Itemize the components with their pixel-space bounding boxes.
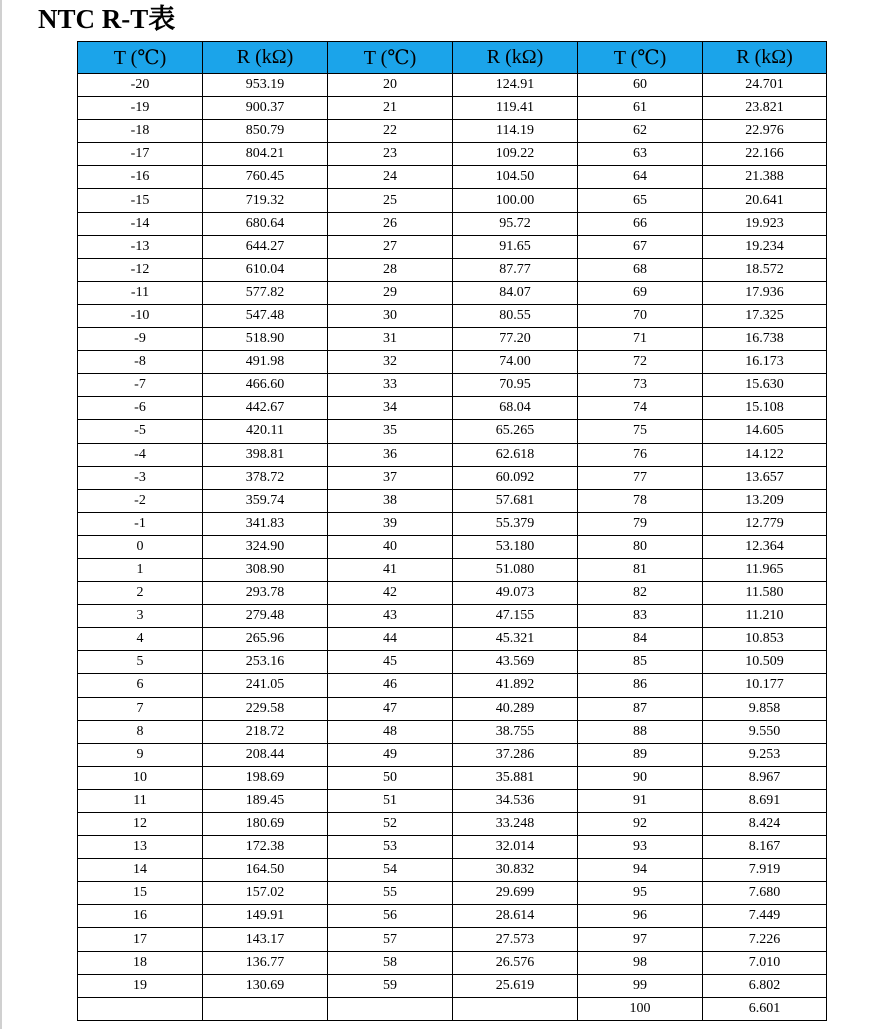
resistance-cell: 279.48 [203,605,328,628]
temperature-cell: 80 [578,535,703,558]
table-row [78,443,827,466]
resistance-cell: 644.27 [203,235,328,258]
temperature-cell: -12 [78,258,203,281]
temperature-cell: 17 [78,928,203,951]
temperature-cell: 38 [328,489,453,512]
temperature-cell [78,997,203,1020]
temperature-cell: 48 [328,720,453,743]
temperature-cell: 77 [578,466,703,489]
temperature-cell: -20 [78,74,203,97]
resistance-cell: 420.11 [203,420,328,443]
table-body [78,74,827,1021]
temperature-cell: 97 [578,928,703,951]
ntc-rt-table [77,41,827,1021]
temperature-cell: 92 [578,813,703,836]
resistance-cell: 198.69 [203,766,328,789]
table-row [78,882,827,905]
table-row [78,859,827,882]
temperature-cell: -2 [78,489,203,512]
resistance-cell: 95.72 [453,212,578,235]
temperature-cell: 66 [578,212,703,235]
resistance-cell: 100.00 [453,189,578,212]
resistance-cell: 9.253 [703,743,827,766]
temperature-cell: -7 [78,374,203,397]
temperature-cell: 16 [78,905,203,928]
resistance-cell: 180.69 [203,813,328,836]
resistance-cell: 26.576 [453,951,578,974]
resistance-cell: 719.32 [203,189,328,212]
resistance-cell: 45.321 [453,628,578,651]
temperature-cell: 37 [328,466,453,489]
resistance-cell: 24.701 [703,74,827,97]
temperature-cell: 95 [578,882,703,905]
resistance-cell: 33.248 [453,813,578,836]
resistance-cell: 610.04 [203,258,328,281]
resistance-cell: 68.04 [453,397,578,420]
temperature-cell: 2 [78,582,203,605]
resistance-cell: 124.91 [453,74,578,97]
temperature-cell: 1 [78,558,203,581]
table-row [78,189,827,212]
resistance-cell: 51.080 [453,558,578,581]
temperature-cell: -9 [78,328,203,351]
temperature-cell: -6 [78,397,203,420]
table-row [78,605,827,628]
temperature-cell: 73 [578,374,703,397]
resistance-cell [203,997,328,1020]
table-row [78,397,827,420]
resistance-cell: 43.569 [453,651,578,674]
resistance-cell: 12.779 [703,512,827,535]
col-t-header: T (℃) [328,42,453,74]
resistance-cell: 229.58 [203,697,328,720]
temperature-cell: 13 [78,836,203,859]
table-row [78,304,827,327]
temperature-cell: 25 [328,189,453,212]
resistance-cell: 34.536 [453,789,578,812]
table-row [78,466,827,489]
table-row [78,628,827,651]
temperature-cell: 61 [578,97,703,120]
resistance-cell: 398.81 [203,443,328,466]
resistance-cell: 80.55 [453,304,578,327]
table-row [78,512,827,535]
temperature-cell: 50 [328,766,453,789]
temperature-cell: 76 [578,443,703,466]
col-r-header: R (kΩ) [203,42,328,74]
temperature-cell: -3 [78,466,203,489]
resistance-cell: 22.976 [703,120,827,143]
temperature-cell: 43 [328,605,453,628]
resistance-cell: 22.166 [703,143,827,166]
resistance-cell: 65.265 [453,420,578,443]
temperature-cell: 86 [578,674,703,697]
resistance-cell: 680.64 [203,212,328,235]
resistance-cell: 164.50 [203,859,328,882]
resistance-cell: 7.680 [703,882,827,905]
document-title: NTC R-T表 [38,4,176,34]
temperature-cell: 14 [78,859,203,882]
temperature-cell: 36 [328,443,453,466]
temperature-cell: 53 [328,836,453,859]
resistance-cell: 70.95 [453,374,578,397]
temperature-cell: 87 [578,697,703,720]
resistance-cell: 17.936 [703,281,827,304]
resistance-cell: 104.50 [453,166,578,189]
temperature-cell: 56 [328,905,453,928]
temperature-cell: 45 [328,651,453,674]
resistance-cell: 19.923 [703,212,827,235]
table-row [78,120,827,143]
table-row [78,582,827,605]
temperature-cell: 68 [578,258,703,281]
temperature-cell: 67 [578,235,703,258]
resistance-cell: 11.965 [703,558,827,581]
resistance-cell: 760.45 [203,166,328,189]
temperature-cell: 72 [578,351,703,374]
resistance-cell: 900.37 [203,97,328,120]
resistance-cell: 109.22 [453,143,578,166]
resistance-cell: 20.641 [703,189,827,212]
resistance-cell: 850.79 [203,120,328,143]
temperature-cell: 99 [578,974,703,997]
resistance-cell: 953.19 [203,74,328,97]
table-row [78,813,827,836]
resistance-cell: 53.180 [453,535,578,558]
table-row [78,535,827,558]
resistance-cell: 29.699 [453,882,578,905]
table-row [78,928,827,951]
temperature-cell: 58 [328,951,453,974]
resistance-cell: 49.073 [453,582,578,605]
temperature-cell: -19 [78,97,203,120]
table-row [78,281,827,304]
page-left-edge [0,0,2,1029]
resistance-cell: 8.424 [703,813,827,836]
resistance-cell: 7.449 [703,905,827,928]
temperature-cell: 21 [328,97,453,120]
resistance-cell: 28.614 [453,905,578,928]
resistance-cell: 491.98 [203,351,328,374]
temperature-cell: 15 [78,882,203,905]
temperature-cell: 18 [78,951,203,974]
resistance-cell: 11.580 [703,582,827,605]
table-row [78,720,827,743]
table-row [78,905,827,928]
temperature-cell: 64 [578,166,703,189]
resistance-cell: 172.38 [203,836,328,859]
temperature-cell: 85 [578,651,703,674]
table-row [78,374,827,397]
temperature-cell: 44 [328,628,453,651]
resistance-cell: 87.77 [453,258,578,281]
temperature-cell: 78 [578,489,703,512]
temperature-cell: 59 [328,974,453,997]
temperature-cell: -14 [78,212,203,235]
temperature-cell: 47 [328,697,453,720]
temperature-cell: 65 [578,189,703,212]
table-row [78,789,827,812]
table-row [78,997,827,1020]
table-row [78,166,827,189]
resistance-cell: 57.681 [453,489,578,512]
temperature-cell: 30 [328,304,453,327]
temperature-cell: 34 [328,397,453,420]
table-row [78,328,827,351]
resistance-cell: 37.286 [453,743,578,766]
temperature-cell: 42 [328,582,453,605]
resistance-cell: 7.226 [703,928,827,951]
temperature-cell: 27 [328,235,453,258]
resistance-cell: 62.618 [453,443,578,466]
resistance-cell: 359.74 [203,489,328,512]
resistance-cell: 10.509 [703,651,827,674]
table-header-row [78,42,827,74]
temperature-cell: 63 [578,143,703,166]
resistance-cell: 10.177 [703,674,827,697]
table-row [78,420,827,443]
resistance-cell: 157.02 [203,882,328,905]
temperature-cell: -13 [78,235,203,258]
resistance-cell: 47.155 [453,605,578,628]
resistance-cell: 16.738 [703,328,827,351]
table-row [78,97,827,120]
temperature-cell: 84 [578,628,703,651]
temperature-cell: -1 [78,512,203,535]
table-row [78,235,827,258]
temperature-cell: 52 [328,813,453,836]
resistance-cell: 378.72 [203,466,328,489]
resistance-cell: 577.82 [203,281,328,304]
resistance-cell: 13.657 [703,466,827,489]
temperature-cell: 60 [578,74,703,97]
temperature-cell: 62 [578,120,703,143]
col-t-header: T (℃) [578,42,703,74]
resistance-cell: 17.325 [703,304,827,327]
resistance-cell: 265.96 [203,628,328,651]
resistance-cell: 149.91 [203,905,328,928]
temperature-cell: 20 [328,74,453,97]
resistance-cell: 74.00 [453,351,578,374]
resistance-cell: 8.691 [703,789,827,812]
resistance-cell: 143.17 [203,928,328,951]
resistance-cell: 208.44 [203,743,328,766]
resistance-cell: 16.173 [703,351,827,374]
resistance-cell: 14.122 [703,443,827,466]
resistance-cell: 241.05 [203,674,328,697]
resistance-cell: 136.77 [203,951,328,974]
col-r-header: R (kΩ) [453,42,578,74]
resistance-cell: 9.550 [703,720,827,743]
temperature-cell: 6 [78,674,203,697]
temperature-cell: 100 [578,997,703,1020]
resistance-cell: 10.853 [703,628,827,651]
temperature-cell: 33 [328,374,453,397]
resistance-cell: 9.858 [703,697,827,720]
temperature-cell: 71 [578,328,703,351]
resistance-cell: 77.20 [453,328,578,351]
temperature-cell: 3 [78,605,203,628]
resistance-cell: 21.388 [703,166,827,189]
resistance-cell: 119.41 [453,97,578,120]
table-row [78,651,827,674]
resistance-cell: 547.48 [203,304,328,327]
temperature-cell: -10 [78,304,203,327]
temperature-cell: 91 [578,789,703,812]
temperature-cell: 7 [78,697,203,720]
temperature-cell: 51 [328,789,453,812]
resistance-cell: 6.601 [703,997,827,1020]
temperature-cell: 29 [328,281,453,304]
resistance-cell: 114.19 [453,120,578,143]
temperature-cell: -5 [78,420,203,443]
resistance-cell: 804.21 [203,143,328,166]
temperature-cell: -11 [78,281,203,304]
resistance-cell: 18.572 [703,258,827,281]
resistance-cell: 60.092 [453,466,578,489]
temperature-cell: 81 [578,558,703,581]
table-row [78,766,827,789]
temperature-cell: -8 [78,351,203,374]
resistance-cell [453,997,578,1020]
table-row [78,836,827,859]
temperature-cell: 40 [328,535,453,558]
resistance-cell: 341.83 [203,512,328,535]
table-row [78,489,827,512]
temperature-cell: -15 [78,189,203,212]
temperature-cell: -16 [78,166,203,189]
temperature-cell: 93 [578,836,703,859]
temperature-cell: 79 [578,512,703,535]
table-row [78,974,827,997]
temperature-cell: 10 [78,766,203,789]
temperature-cell: 70 [578,304,703,327]
table-row [78,743,827,766]
resistance-cell: 130.69 [203,974,328,997]
resistance-cell: 7.919 [703,859,827,882]
temperature-cell: 54 [328,859,453,882]
resistance-cell: 12.364 [703,535,827,558]
temperature-cell: 57 [328,928,453,951]
resistance-cell: 6.802 [703,974,827,997]
table-row [78,258,827,281]
temperature-cell: -18 [78,120,203,143]
table-row [78,212,827,235]
resistance-cell: 35.881 [453,766,578,789]
resistance-cell: 40.289 [453,697,578,720]
temperature-cell: 46 [328,674,453,697]
temperature-cell: -17 [78,143,203,166]
temperature-cell: 9 [78,743,203,766]
table-row [78,74,827,97]
table-row [78,697,827,720]
temperature-cell: 90 [578,766,703,789]
temperature-cell: 41 [328,558,453,581]
temperature-cell [328,997,453,1020]
temperature-cell: 8 [78,720,203,743]
temperature-cell: 12 [78,813,203,836]
resistance-cell: 55.379 [453,512,578,535]
table-row [78,351,827,374]
resistance-cell: 518.90 [203,328,328,351]
table-row [78,674,827,697]
resistance-cell: 15.630 [703,374,827,397]
temperature-cell: 28 [328,258,453,281]
temperature-cell: 75 [578,420,703,443]
temperature-cell: 98 [578,951,703,974]
resistance-cell: 8.167 [703,836,827,859]
resistance-cell: 84.07 [453,281,578,304]
temperature-cell: 24 [328,166,453,189]
resistance-cell: 11.210 [703,605,827,628]
temperature-cell: 74 [578,397,703,420]
temperature-cell: 26 [328,212,453,235]
resistance-cell: 308.90 [203,558,328,581]
resistance-cell: 27.573 [453,928,578,951]
temperature-cell: 35 [328,420,453,443]
temperature-cell: 88 [578,720,703,743]
temperature-cell: 69 [578,281,703,304]
table-row [78,558,827,581]
resistance-cell: 41.892 [453,674,578,697]
temperature-cell: 23 [328,143,453,166]
resistance-cell: 30.832 [453,859,578,882]
resistance-cell: 324.90 [203,535,328,558]
temperature-cell: 31 [328,328,453,351]
resistance-cell: 23.821 [703,97,827,120]
resistance-cell: 7.010 [703,951,827,974]
resistance-cell: 466.60 [203,374,328,397]
temperature-cell: 82 [578,582,703,605]
resistance-cell: 189.45 [203,789,328,812]
temperature-cell: 0 [78,535,203,558]
temperature-cell: 19 [78,974,203,997]
resistance-cell: 32.014 [453,836,578,859]
resistance-cell: 15.108 [703,397,827,420]
temperature-cell: 83 [578,605,703,628]
col-t-header: T (℃) [78,42,203,74]
resistance-cell: 25.619 [453,974,578,997]
temperature-cell: -4 [78,443,203,466]
resistance-cell: 218.72 [203,720,328,743]
resistance-cell: 442.67 [203,397,328,420]
resistance-cell: 13.209 [703,489,827,512]
temperature-cell: 55 [328,882,453,905]
temperature-cell: 11 [78,789,203,812]
resistance-cell: 293.78 [203,582,328,605]
temperature-cell: 89 [578,743,703,766]
temperature-cell: 22 [328,120,453,143]
temperature-cell: 4 [78,628,203,651]
col-r-header: R (kΩ) [703,42,827,74]
resistance-cell: 38.755 [453,720,578,743]
resistance-cell: 19.234 [703,235,827,258]
resistance-cell: 14.605 [703,420,827,443]
table-row [78,143,827,166]
resistance-cell: 8.967 [703,766,827,789]
resistance-cell: 91.65 [453,235,578,258]
temperature-cell: 96 [578,905,703,928]
temperature-cell: 39 [328,512,453,535]
temperature-cell: 49 [328,743,453,766]
temperature-cell: 94 [578,859,703,882]
temperature-cell: 32 [328,351,453,374]
resistance-cell: 253.16 [203,651,328,674]
temperature-cell: 5 [78,651,203,674]
table-row [78,951,827,974]
